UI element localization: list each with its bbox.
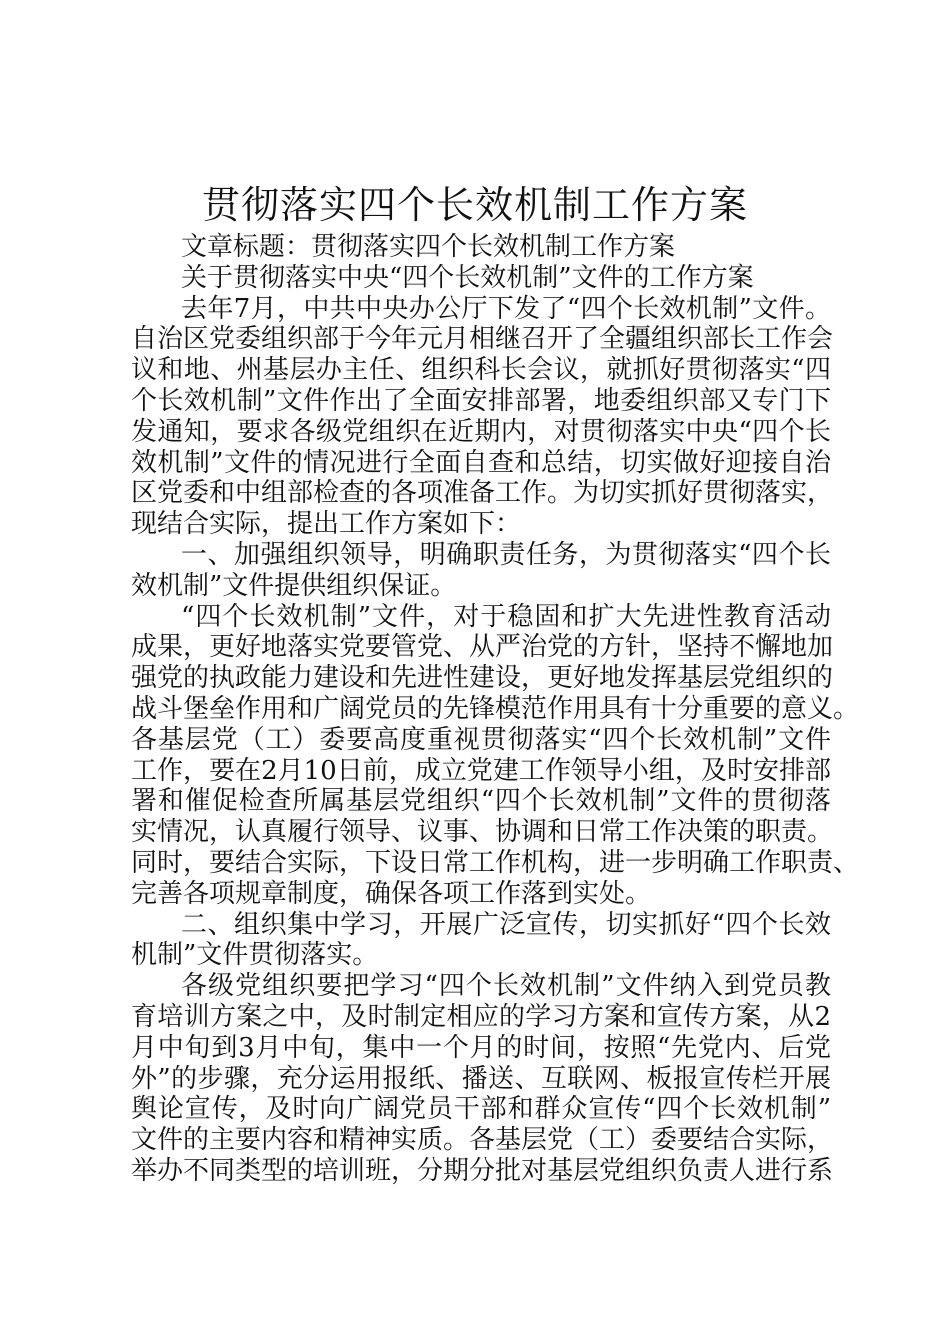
text-line: 自治区党委组织部于今年元月相继召开了全疆组织部长工作会 — [131, 324, 834, 355]
text-line: 文章标题：贯彻落实四个长效机制工作方案 — [181, 232, 676, 262]
text-line: 区党委和中组部检查的各项准备工作。为切实抓好贯彻落实， — [131, 478, 834, 509]
document-title: 贯彻落实四个长效机制工作方案 — [201, 183, 748, 227]
text-line: 文件的主要内容和精神实质。各基层党（工）委要结合实际， — [131, 1125, 834, 1156]
text-line: 工作，要在2月10日前，成立党建工作领导小组，及时安排部 — [131, 755, 831, 786]
text-line: 外”的步骤，充分运用报纸、播送、互联网、板报宣传栏开展 — [131, 1063, 831, 1094]
text-line: 个长效机制”文件作出了全面安排部署，地委组织部又专门下 — [131, 385, 831, 416]
text-line: 舆论宣传，及时向广阔党员干部和群众宣传“四个长效机制” — [131, 1094, 831, 1125]
text-line: 同时，要结合实际，下设日常工作机构，进一步明确工作职责、 — [131, 847, 860, 878]
text-line: 二、组织集中学习，开展广泛宣传，切实抓好“四个长效 — [181, 909, 831, 940]
text-line: 议和地、州基层办主任、组织科长会议，就抓好贯彻落实“四 — [131, 355, 831, 386]
text-line: 机制”文件贯彻落实。 — [131, 940, 379, 971]
text-line: 各级党组织要把学习“四个长效机制”文件纳入到党员教 — [181, 971, 831, 1002]
text-line: 月中旬到3月中旬，集中一个月的时间，按照“先党内、后党 — [131, 1032, 831, 1063]
text-line: 效机制”文件的情况进行全面自查和总结，切实做好迎接自治 — [131, 447, 831, 478]
text-line: “四个长效机制”文件，对于稳固和扩大先进性教育活动 — [181, 601, 831, 632]
text-line: 完善各项规章制度，确保各项工作落到实处。 — [131, 878, 652, 909]
text-line: 成果，更好地落实党要管党、从严治党的方针，坚持不懈地加 — [131, 632, 834, 663]
text-line: 现结合实际，提出工作方案如下： — [131, 509, 522, 540]
text-line: 一、加强组织领导，明确职责任务，为贯彻落实“四个长 — [181, 539, 831, 570]
text-line: 发通知，要求各级党组织在近期内，对贯彻落实中央“四个长 — [131, 416, 831, 447]
text-line: 效机制”文件提供组织保证。 — [131, 570, 457, 601]
text-line: 战斗堡垒作用和广阔党员的先锋模范作用具有十分重要的意义。 — [131, 693, 860, 724]
text-line: 举办不同类型的培训班，分期分批对基层党组织负责人进行系 — [131, 1155, 834, 1186]
text-line: 关于贯彻落实中央“四个长效机制”文件的工作方案 — [181, 262, 754, 293]
text-line: 强党的执政能力建设和先进性建设，更好地发挥基层党组织的 — [131, 663, 834, 694]
text-line: 实情况，认真履行领导、议事、协调和日常工作决策的职责。 — [131, 817, 834, 848]
text-line: 各基层党（工）委要高度重视贯彻落实“四个长效机制”文件 — [131, 724, 831, 755]
document-body — [131, 232, 860, 1187]
text-line: 去年7月，中共中央办公厅下发了“四个长效机制”文件。 — [181, 293, 831, 324]
text-line: 育培训方案之中，及时制定相应的学习方案和宣传方案，从2 — [131, 1001, 831, 1032]
text-line: 署和催促检查所属基层党组织“四个长效机制”文件的贯彻落 — [131, 786, 831, 817]
